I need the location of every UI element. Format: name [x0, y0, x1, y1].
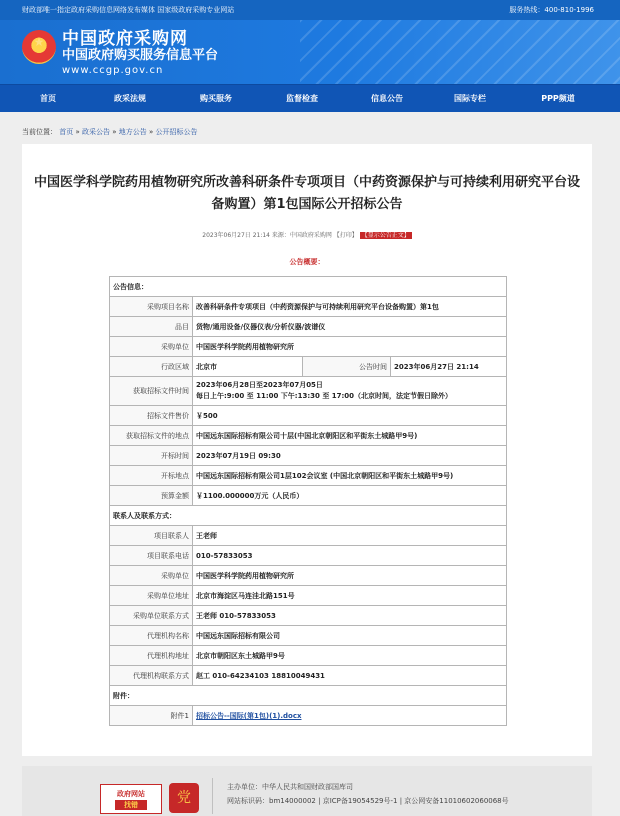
badge-bottom-text: 找错: [115, 800, 147, 810]
banner-decoration: [300, 20, 620, 84]
row-value: 货物/通用设备/仪器仪表/分析仪器/波谱仪: [193, 317, 507, 337]
table-row: [110, 646, 507, 666]
main-nav: [0, 84, 620, 112]
table-row: [110, 586, 507, 606]
row-value: 北京市: [193, 357, 303, 377]
table-row: [110, 317, 507, 337]
article-meta: [22, 230, 592, 239]
row-value: ￥1100.000000万元（人民币）: [193, 486, 507, 506]
row-value: 中国医学科学院药用植物研究所: [193, 337, 507, 357]
row-value: [193, 706, 507, 726]
row-value: 中国医学科学院药用植物研究所: [193, 566, 507, 586]
announcement-info-table: [109, 276, 507, 726]
row-value: 北京市海淀区马连洼北路151号: [193, 586, 507, 606]
page-title: 中国医学科学院药用植物研究所改善科研条件专项项目（中药资源保护与可持续利用研究平台设备购置）第1包国际公开招标公告: [33, 175, 580, 212]
row-label: 获取招标文件的地点: [110, 426, 193, 446]
nav-item-international[interactable]: 国际专栏: [454, 94, 486, 103]
nav-item-announcements[interactable]: 信息公告: [371, 94, 403, 103]
table-row: [110, 626, 507, 646]
row-label: 采购单位: [110, 566, 193, 586]
breadcrumb-sep: »: [149, 128, 154, 136]
nav-item-home[interactable]: 首页: [40, 94, 56, 103]
site-logo-url: www.ccgp.gov.cn: [62, 65, 164, 76]
article-panel: [22, 144, 592, 756]
table-row: [110, 486, 507, 506]
row-value: 2023年06月27日 21:14: [391, 357, 507, 377]
row-label: 项目联系人: [110, 526, 193, 546]
table-row: [110, 377, 507, 406]
row-label: 代理机构联系方式: [110, 666, 193, 686]
breadcrumb-prefix: 当前位置：: [22, 128, 57, 136]
site-logo-subtitle: 中国政府购买服务信息平台: [62, 48, 219, 63]
breadcrumb: [22, 127, 198, 137]
row-label: 代理机构地址: [110, 646, 193, 666]
top-strip: [0, 0, 620, 20]
row-label: 采购项目名称: [110, 297, 193, 317]
doc-time-hours: 每日上午:9:00 至 11:00 下午:13:30 至 17:00（北京时间，法定节假日除外）: [196, 392, 453, 400]
row-label: 行政区域: [110, 357, 193, 377]
gov-site-error-report-icon[interactable]: [100, 784, 162, 814]
footer-sponsor: 主办单位：中华人民共和国财政部国库司: [227, 783, 353, 791]
breadcrumb-local[interactable]: 地方公告: [118, 128, 147, 136]
section-announcement-info: 公告信息：: [110, 277, 507, 297]
row-value: 北京市朝阳区东土城路甲9号: [193, 646, 507, 666]
show-full-text-button[interactable]: 【显示公告正文】: [361, 232, 410, 239]
breadcrumb-home[interactable]: 首页: [59, 128, 74, 136]
article-meta-text: 2023年06月27日 21:14 来源：中国政府采购网 【打印】: [202, 232, 358, 239]
top-strip-slogan: 财政部唯一指定政府采购信息网络发布媒体 国家级政府采购专业网站: [22, 6, 235, 14]
table-row: [110, 666, 507, 686]
national-emblem-icon: ★: [22, 30, 56, 64]
section-attachments: 附件：: [110, 686, 507, 706]
breadcrumb-sep: »: [75, 128, 80, 136]
table-row: [110, 526, 507, 546]
party-org-icon[interactable]: 党: [169, 783, 199, 813]
row-value: 010-57833053: [193, 546, 507, 566]
row-value: 中国远东国际招标有限公司十层(中国北京朝阳区和平街东土城路甲9号): [193, 426, 507, 446]
site-banner: [0, 20, 620, 84]
breadcrumb-sep: »: [112, 128, 117, 136]
row-value: 赵工 010-64234103 18810049431: [193, 666, 507, 686]
breadcrumb-announcements[interactable]: 政采公告: [82, 128, 110, 136]
site-footer: [22, 766, 592, 816]
table-row: [110, 566, 507, 586]
table-row: [110, 546, 507, 566]
summary-label: 公告概要：: [289, 258, 325, 266]
row-value: 王老师 010-57833053: [193, 606, 507, 626]
section-contact-info: 联系人及联系方式：: [110, 506, 507, 526]
badge-top-text: 政府网站: [117, 790, 145, 798]
row-label: 采购单位联系方式: [110, 606, 193, 626]
row-label: 招标文件售价: [110, 406, 193, 426]
row-value: 王老师: [193, 526, 507, 546]
row-value: [193, 377, 507, 406]
row-label: 附件1: [110, 706, 193, 726]
doc-time-dates: 2023年06月28日至2023年07月05日: [196, 381, 323, 389]
footer-divider: [212, 778, 213, 814]
row-value: 2023年07月19日 09:30: [193, 446, 507, 466]
table-row: [110, 337, 507, 357]
table-row: [110, 706, 507, 726]
table-row: [110, 406, 507, 426]
footer-registration: 网站标识码：bm14000002 | 京ICP备19054529号-1 | 京公网安备11010602060068号: [227, 797, 509, 805]
nav-item-purchase-services[interactable]: 购买服务: [200, 94, 232, 103]
row-value: 中国远东国际招标有限公司1层102会议室 (中国北京朝阳区和平街东土城路甲9号): [193, 466, 507, 486]
row-label: 项目联系电话: [110, 546, 193, 566]
service-hotline: 服务热线：400-810-1996: [509, 6, 594, 14]
row-label: 代理机构名称: [110, 626, 193, 646]
table-row: [110, 506, 507, 526]
table-row: [110, 606, 507, 626]
row-label: 公告时间: [303, 357, 391, 377]
nav-item-regulations[interactable]: 政采法规: [114, 94, 146, 103]
row-value: ￥500: [193, 406, 507, 426]
nav-item-ppp[interactable]: PPP频道: [541, 94, 575, 103]
table-row: [110, 446, 507, 466]
row-label: 获取招标文件时间: [110, 377, 193, 406]
site-logo-title[interactable]: 中国政府采购网: [62, 29, 188, 49]
row-label: 开标时间: [110, 446, 193, 466]
attachment-link[interactable]: 招标公告--国际(第1包)(1).docx: [196, 711, 302, 720]
breadcrumb-tender[interactable]: 公开招标公告: [155, 128, 198, 136]
table-row: [110, 357, 507, 377]
table-row: [110, 686, 507, 706]
row-label: 开标地点: [110, 466, 193, 486]
nav-item-supervision[interactable]: 监督检查: [286, 94, 318, 103]
row-label: 采购单位地址: [110, 586, 193, 606]
table-row: [110, 277, 507, 297]
row-label: 预算金额: [110, 486, 193, 506]
row-value: 中国远东国际招标有限公司: [193, 626, 507, 646]
table-row: [110, 426, 507, 446]
row-label: 采购单位: [110, 337, 193, 357]
row-value: 改善科研条件专项项目（中药资源保护与可持续利用研究平台设备购置）第1包: [193, 297, 507, 317]
table-row: [110, 466, 507, 486]
table-row: [110, 297, 507, 317]
row-label: 品目: [110, 317, 193, 337]
